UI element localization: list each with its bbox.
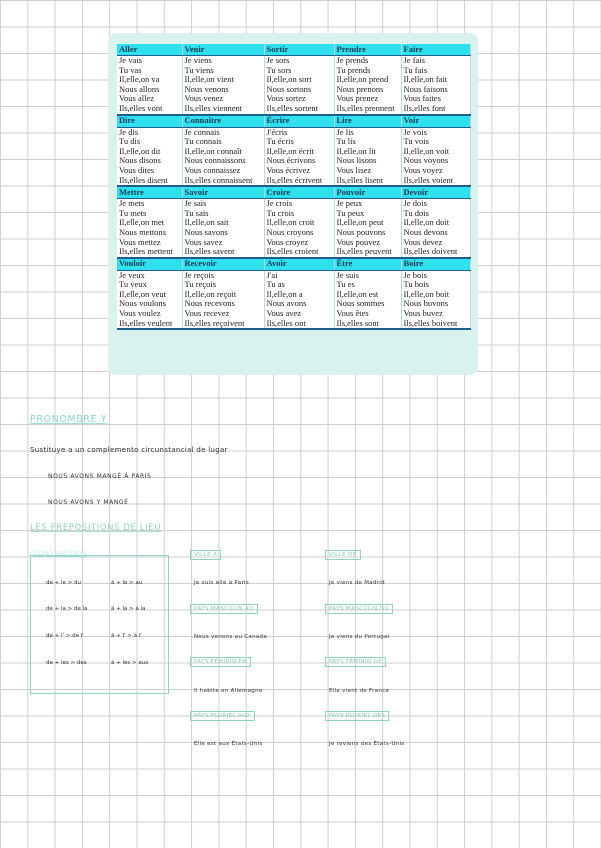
conjugation-cell: Je mets	[117, 199, 182, 209]
conjugation-cell: Il,elle,on prend	[334, 75, 401, 85]
contraction-rule-de: de + l' > de l'	[46, 633, 84, 639]
contraction-rule-a: à + les > aux	[111, 660, 149, 666]
conjugation-cell: Ils,elles croient	[264, 247, 334, 258]
verb-header-cell: Dire	[117, 115, 182, 128]
conjugation-row	[117, 56, 470, 66]
conjugation-cell: Il,elle,on va	[117, 75, 182, 85]
preposition-example: Elle vient de France	[329, 688, 390, 694]
conjugation-table	[117, 44, 471, 330]
conjugation-cell: Nous sommes	[334, 299, 401, 309]
conjugation-cell: Nous pouvons	[334, 228, 401, 238]
conjugation-cell: Je suis	[334, 270, 401, 280]
preposition-label-box: VILLE DE	[325, 550, 361, 560]
conjugation-cell: Vous devez	[401, 238, 470, 248]
conjugation-cell: Vous lisez	[334, 166, 401, 176]
example-2: NOUS AVONS Y MANGÉ	[48, 499, 129, 506]
conjugation-cell: J'ai	[264, 270, 334, 280]
preposition-label-box: PAYS PLURIEL AUX	[190, 711, 255, 721]
verb-header-cell: Venir	[182, 44, 264, 56]
conjugation-cell: Tu sais	[182, 209, 264, 219]
conjugation-cell: Tu reçois	[182, 280, 264, 290]
conjugation-cell: Ils,elles savent	[182, 247, 264, 258]
conjugation-cell: Nous venons	[182, 85, 264, 95]
conjugation-cell: Il,elle,on boit	[401, 290, 470, 300]
contraction-box	[30, 555, 169, 694]
preposition-label-box: PAYS FÉMININ DE	[325, 657, 386, 667]
conjugation-cell: Je bois	[401, 270, 470, 280]
conjugation-cell: Vous écrivez	[264, 166, 334, 176]
conjugation-cell: Il,elle,on est	[334, 290, 401, 300]
conjugation-cell: Vous savez	[182, 238, 264, 248]
conjugation-cell: Je lis	[334, 127, 401, 137]
conjugation-cell: Nous devons	[401, 228, 470, 238]
conjugation-row	[117, 270, 470, 280]
verb-header-cell: Vouloir	[117, 258, 182, 271]
conjugation-cell: Nous allons	[117, 85, 182, 95]
conjugation-cell: Tu dis	[117, 137, 182, 147]
preposition-example: Il habite en Allemagne	[194, 688, 263, 694]
conjugation-row	[117, 127, 470, 137]
conjugation-cell: Il,elle,on lit	[334, 147, 401, 157]
verb-header-cell: Boire	[401, 258, 470, 271]
conjugation-cell: Vous connaissez	[182, 166, 264, 176]
conjugation-cell: Ils,elles sortent	[264, 104, 334, 115]
conjugation-cell: Tu mets	[117, 209, 182, 219]
conjugation-cell: Je connais	[182, 127, 264, 137]
conjugation-cell: Ils,elles disent	[117, 176, 182, 187]
conjugation-row	[117, 309, 470, 319]
contraction-rule-a: à + l' > à l'	[111, 633, 142, 639]
preposition-label-box: PAYS MASCULIN DU	[325, 604, 393, 614]
preposition-example: Je suis allé à Paris	[194, 580, 250, 586]
conjugation-cell: Vous prenez	[334, 94, 401, 104]
conjugation-cell: Je sais	[182, 199, 264, 209]
conjugation-cell: Ils,elles ont	[264, 319, 334, 330]
conjugation-row	[117, 299, 470, 309]
conjugation-row	[117, 290, 470, 300]
verb-header-row	[117, 115, 470, 128]
preposition-example: Elle est aux États-Unis	[194, 741, 263, 747]
conjugation-cell: Tu sors	[264, 66, 334, 76]
conjugation-row	[117, 104, 470, 115]
contraction-rule-de: de + le > du	[46, 580, 81, 586]
conjugation-cell: Tu as	[264, 280, 334, 290]
conjugation-cell: Vous recevez	[182, 309, 264, 319]
conjugation-cell: Nous écrivons	[264, 156, 334, 166]
conjugation-cell: Tu veux	[117, 280, 182, 290]
verb-header-cell: Être	[334, 258, 401, 271]
conjugation-row	[117, 209, 470, 219]
conjugation-cell: Il,elle,on connaît	[182, 147, 264, 157]
verb-header-cell: Devoir	[401, 186, 470, 199]
conjugation-cell: Nous connaissons	[182, 156, 264, 166]
conjugation-cell: Je sors	[264, 56, 334, 66]
conjugation-cell: Il,elle,on croit	[264, 218, 334, 228]
conjugation-cell: Nous recevons	[182, 299, 264, 309]
conjugation-row	[117, 228, 470, 238]
conjugation-cell: Je dois	[401, 199, 470, 209]
conjugation-cell: Tu es	[334, 280, 401, 290]
conjugation-row	[117, 137, 470, 147]
conjugation-cell: Ils,elles lisent	[334, 176, 401, 187]
conjugation-cell: Tu vas	[117, 66, 182, 76]
conjugation-cell: Nous buvons	[401, 299, 470, 309]
conjugation-cell: Vous pouvez	[334, 238, 401, 248]
contraction-rule-a: à + le > au	[111, 580, 143, 586]
conjugation-row	[117, 166, 470, 176]
conjugation-row	[117, 94, 470, 104]
conjugation-cell: Ils,elles viennent	[182, 104, 264, 115]
pronoun-y-title: PRONOMBRE Y	[30, 414, 108, 425]
contraction-rule-de: de + la > de la	[46, 606, 88, 612]
conjugation-cell: Il,elle,on dit	[117, 147, 182, 157]
conjugation-cell: Je reçois	[182, 270, 264, 280]
conjugation-cell: Il,elle,on écrit	[264, 147, 334, 157]
conjugation-cell: Nous voulons	[117, 299, 182, 309]
conjugation-cell: Vous allez	[117, 94, 182, 104]
conjugation-cell: Nous sortons	[264, 85, 334, 95]
preposition-example: Je viens de Madrid	[329, 580, 385, 586]
preposition-label-box: PAYS MASCULIN AU	[190, 604, 258, 614]
verb-header-cell: Prendre	[334, 44, 401, 56]
verb-header-cell: Sortir	[264, 44, 334, 56]
conjugation-cell: Vous voyez	[401, 166, 470, 176]
verb-header-cell: Voir	[401, 115, 470, 128]
conjugation-row	[117, 238, 470, 248]
conjugation-cell: Nous prenons	[334, 85, 401, 95]
verb-header-row	[117, 186, 470, 199]
pronoun-y-definition: Sustituye a un complemento circunstancial de lugar	[30, 446, 228, 454]
conjugation-cell: Je vais	[117, 56, 182, 66]
conjugation-cell: Tu peux	[334, 209, 401, 219]
conjugation-cell: Tu viens	[182, 66, 264, 76]
preposition-example: Nous venons au Canada	[194, 634, 268, 640]
conjugation-cell: Tu bois	[401, 280, 470, 290]
conjugation-cell: Je veux	[117, 270, 182, 280]
verb-header-cell: Pouvoir	[334, 186, 401, 199]
conjugation-cell: Ils,elles doivent	[401, 247, 470, 258]
conjugation-cell: Il,elle,on veut	[117, 290, 182, 300]
conjugation-row	[117, 75, 470, 85]
conjugation-cell: Je vois	[401, 127, 470, 137]
verb-header-cell: Recevoir	[182, 258, 264, 271]
preposition-label-box: PAYS PLURIEL DES	[325, 711, 389, 721]
conjugation-cell: Tu écris	[264, 137, 334, 147]
conjugation-cell: Il,elle,on reçoit	[182, 290, 264, 300]
conjugation-cell: Nous mettons	[117, 228, 182, 238]
conjugation-cell: Il,elle,on a	[264, 290, 334, 300]
conjugation-cell: Je peux	[334, 199, 401, 209]
conjugation-cell: Vous buvez	[401, 309, 470, 319]
conjugation-cell: Nous croyons	[264, 228, 334, 238]
conjugation-cell: Tu lis	[334, 137, 401, 147]
conjugation-cell: Vous mettez	[117, 238, 182, 248]
conjugation-cell: Ils,elles veulent	[117, 319, 182, 330]
conjugation-cell: Il,elle,on vient	[182, 75, 264, 85]
conjugation-cell: Vous dites	[117, 166, 182, 176]
verb-header-cell: Connaître	[182, 115, 264, 128]
conjugation-row	[117, 218, 470, 228]
conjugation-row	[117, 247, 470, 258]
conjugation-cell: J'écris	[264, 127, 334, 137]
verb-header-cell: Aller	[117, 44, 182, 56]
conjugation-cell: Ils,elles font	[401, 104, 470, 115]
conjugation-cell: Il,elle,on voit	[401, 147, 470, 157]
verb-header-cell: Faire	[401, 44, 470, 56]
conjugation-cell: Il,elle,on peut	[334, 218, 401, 228]
conjugation-cell: Ils,elles prennent	[334, 104, 401, 115]
conjugation-row	[117, 199, 470, 209]
conjugation-row	[117, 147, 470, 157]
conjugation-cell: Ils,elles mettent	[117, 247, 182, 258]
conjugation-cell: Tu prends	[334, 66, 401, 76]
conjugation-cell: Je viens	[182, 56, 264, 66]
verb-header-cell: Écrire	[264, 115, 334, 128]
contraction-rule-a: à + la > à la	[111, 606, 146, 612]
prepositions-title: LES PRÉPOSITIONS DE LIEU	[30, 523, 162, 533]
conjugation-cell: Ils,elles boivent	[401, 319, 470, 330]
conjugation-row	[117, 280, 470, 290]
conjugation-cell: Ils,elles peuvent	[334, 247, 401, 258]
conjugation-row	[117, 176, 470, 187]
contraction-rule-de: de + les > des	[46, 660, 87, 666]
conjugation-cell: Vous faites	[401, 94, 470, 104]
conjugation-cell: Vous sortez	[264, 94, 334, 104]
conjugation-cell: Vous venez	[182, 94, 264, 104]
conjugation-cell: Nous disons	[117, 156, 182, 166]
verb-header-cell: Croire	[264, 186, 334, 199]
conjugation-cell: Nous lisons	[334, 156, 401, 166]
verb-header-cell: Savoir	[182, 186, 264, 199]
preposition-example: Je viens du Portugal	[329, 634, 390, 640]
conjugation-cell: Il,elle,on sort	[264, 75, 334, 85]
preposition-label-box: PAYS FÉMININ EN	[190, 657, 251, 667]
conjugation-cell: Vous êtes	[334, 309, 401, 319]
conjugation-cell: Tu dois	[401, 209, 470, 219]
conjugation-cell: Nous avons	[264, 299, 334, 309]
conjugation-cell: Je prends	[334, 56, 401, 66]
conjugation-cell: Tu vois	[401, 137, 470, 147]
conjugation-cell: Nous faisons	[401, 85, 470, 95]
conjugation-cell: Vous voulez	[117, 309, 182, 319]
conjugation-cell: Vous avez	[264, 309, 334, 319]
verb-header-cell: Lire	[334, 115, 401, 128]
verb-header-row	[117, 258, 470, 271]
conjugation-row	[117, 319, 470, 330]
verb-header-cell: Avoir	[264, 258, 334, 271]
conjugation-cell: Ils,elles reçoivent	[182, 319, 264, 330]
conjugation-cell: Ils,elles voient	[401, 176, 470, 187]
conjugation-row	[117, 66, 470, 76]
conjugation-cell: Ils,elles sont	[334, 319, 401, 330]
conjugation-cell: Il,elle,on met	[117, 218, 182, 228]
conjugation-row	[117, 85, 470, 95]
conjugation-cell: Nous voyons	[401, 156, 470, 166]
preposition-example: Je reviens des États-Unis	[329, 741, 405, 747]
conjugation-cell: Je crois	[264, 199, 334, 209]
conjugation-cell: Vous croyez	[264, 238, 334, 248]
conjugation-cell: Il,elle,on doit	[401, 218, 470, 228]
conjugation-cell: Il,elle,on sait	[182, 218, 264, 228]
conjugation-cell: Je fais	[401, 56, 470, 66]
verb-header-row	[117, 44, 470, 56]
conjugation-cell: Nous savons	[182, 228, 264, 238]
example-1: NOUS AVONS MANGÉ À PARIS	[48, 473, 152, 480]
verb-header-cell: Mettre	[117, 186, 182, 199]
conjugation-cell: Tu crois	[264, 209, 334, 219]
contraction-title: CONTRACTION	[33, 549, 88, 557]
conjugation-cell: Ils,elles vont	[117, 104, 182, 115]
conjugation-cell: Tu fais	[401, 66, 470, 76]
conjugation-cell: Tu connais	[182, 137, 264, 147]
preposition-label-box: VILLE À	[190, 550, 221, 560]
conjugation-row	[117, 156, 470, 166]
conjugation-cell: Je dis	[117, 127, 182, 137]
conjugation-table-card	[108, 33, 478, 375]
conjugation-cell: Ils,elles connaissent	[182, 176, 264, 187]
conjugation-cell: Il,elle,on fait	[401, 75, 470, 85]
conjugation-cell: Ils,elles écrivent	[264, 176, 334, 187]
